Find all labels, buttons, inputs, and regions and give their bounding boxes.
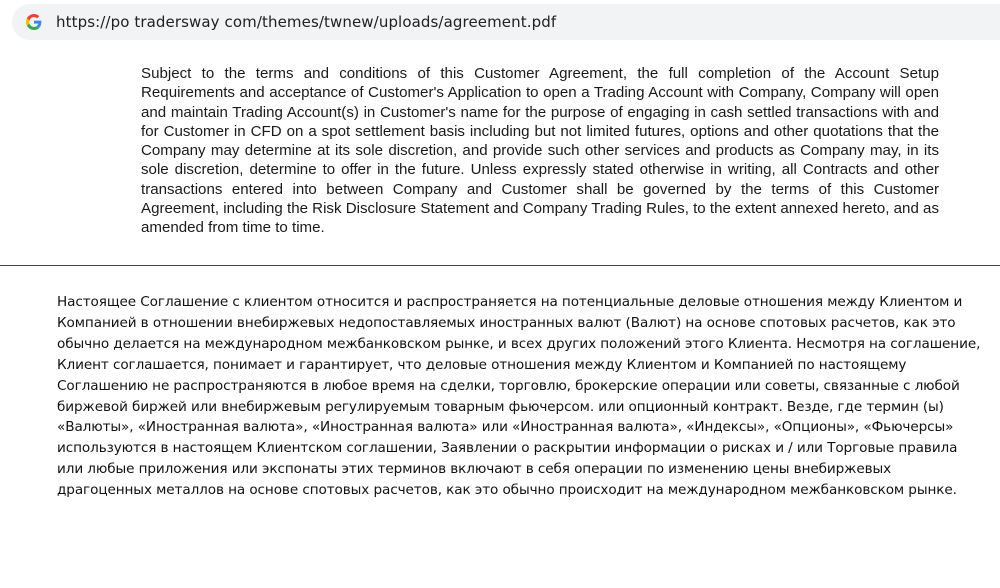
address-bar[interactable] xyxy=(12,4,1000,40)
url-text[interactable]: https://po tradersway com/themes/twnew/uploads/agreement.pdf xyxy=(56,13,557,31)
russian-translation-paragraph: Настоящее Соглашение с клиентом относится и распространяется на потенциальные деловые отношения между Клиентом и Компанией в отношении внебиржевых недопоставляемых иностранных валют (Валют) на основе спотовых расчетов, как это обычно делается на международном межбанковском рынке, и всех других положений этого Клиента. Несмотря на соглашение, Клиент соглашается, понимает и гарантирует, что деловые отношения между Клиентом и Компанией по настоящему Соглашению не распространяются в любое время на сделки, торговлю, брокерские операции или советы, связанные с любой биржевой биржей или внебиржевым регулируемым товарным фьючерсом. или опционный контракт. Везде, где термин (ы) «Валюты», «Иностранная валюта», «Иностранная валюта» или «Иностранная валюта», «Индексы», «Опционы», «Фьючерсы» используются в настоящем Клиентском соглашении, Заявлении о раскрытии информации о рисках и / или Торговые правила или любые приложения или экспонаты этих терминов включают в себя операции по изменению цены внебиржевых драгоценных металлов на основе спотовых расчетов, как это обычно происходит на международном межбанковском рынке. xyxy=(57,294,981,499)
google-g-icon xyxy=(26,14,42,30)
section-divider xyxy=(0,265,1000,266)
pdf-agreement-paragraph: Subject to the terms and conditions of this Customer Agreement, the full completion of the Account Setup Requirements and acceptance of Customer's Application to open a Trading Account with Company, Company will open and maintain Trading Account(s) in Customer's name for the purpose of engaging in cash settled transactions with and for Customer in CFD on a spot settlement basis including but not limited futures, options and other quotations that the Company may determine at its sole discretion, and provide such other services and products as Company may, in its sole discretion, determine to offer in the future. Unless expressly stated otherwise in writing, all Contracts and other transactions entered into between Company and Customer shall be governed by the terms of this Customer Agreement, including the Risk Disclosure Statement and Company Trading Rules, to the extent annexed hereto, and as amended from time to time. xyxy=(141,65,939,237)
